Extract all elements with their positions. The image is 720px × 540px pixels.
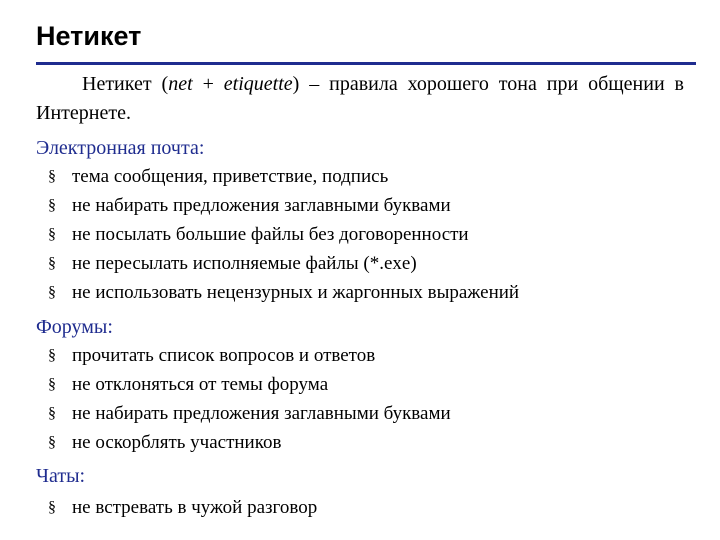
list-item-text: не встревать в чужой разговор — [72, 497, 318, 518]
list-item-text: не отклоняться от темы форума — [72, 374, 329, 395]
bullet-icon: § — [48, 405, 56, 422]
list-item — [48, 493, 317, 522]
section-heading-email: Электронная почта: — [36, 137, 205, 159]
list-item-text: не пересылать исполняемые файлы (*.exe) — [72, 253, 417, 274]
list-item — [48, 341, 451, 370]
forum-rules-list — [48, 341, 451, 457]
list-item — [48, 428, 451, 457]
intro-term-etiquette: etiquette — [223, 73, 293, 95]
list-item-text: не набирать предложения заглавными буквами — [72, 403, 451, 424]
bullet-icon: § — [48, 168, 56, 185]
list-item — [48, 278, 519, 307]
intro-paragraph — [36, 70, 684, 128]
list-item-text: не использовать нецензурных и жаргонных выражений — [72, 282, 520, 303]
bullet-icon: § — [48, 347, 56, 364]
list-item-text: не набирать предложения заглавными буквами — [72, 195, 451, 216]
intro-term: Нетикет — [82, 73, 152, 95]
bullet-icon: § — [48, 434, 56, 451]
slide-title: Нетикет — [36, 21, 142, 51]
intro-plus: + — [202, 73, 214, 95]
bullet-icon: § — [48, 226, 56, 243]
chat-rules-list — [48, 493, 317, 522]
bullet-icon: § — [48, 284, 56, 301]
list-item-text: прочитать список вопросов и ответов — [72, 345, 376, 366]
intro-paren-close: ) — [292, 73, 300, 95]
section-heading-forums: Форумы: — [36, 316, 113, 338]
list-item — [48, 399, 451, 428]
bullet-icon: § — [48, 376, 56, 393]
intro-term-net: net — [168, 73, 193, 95]
bullet-icon: § — [48, 197, 56, 214]
list-item-text: не посылать большие файлы без договоренности — [72, 224, 469, 245]
bullet-icon: § — [48, 255, 56, 272]
title-divider — [36, 62, 696, 65]
list-item — [48, 162, 519, 191]
list-item-text: тема сообщения, приветствие, подпись — [72, 166, 389, 187]
list-item — [48, 249, 519, 278]
list-item — [48, 370, 451, 399]
email-rules-list — [48, 162, 519, 307]
intro-paren-open: ( — [161, 73, 169, 95]
intro-definition: – правила хорошего тона при общении в Интернете. — [36, 73, 685, 124]
list-item — [48, 220, 519, 249]
list-item — [48, 191, 519, 220]
section-heading-chats: Чаты: — [36, 465, 86, 487]
bullet-icon: § — [48, 499, 56, 516]
list-item-text: не оскорблять участников — [72, 432, 282, 453]
